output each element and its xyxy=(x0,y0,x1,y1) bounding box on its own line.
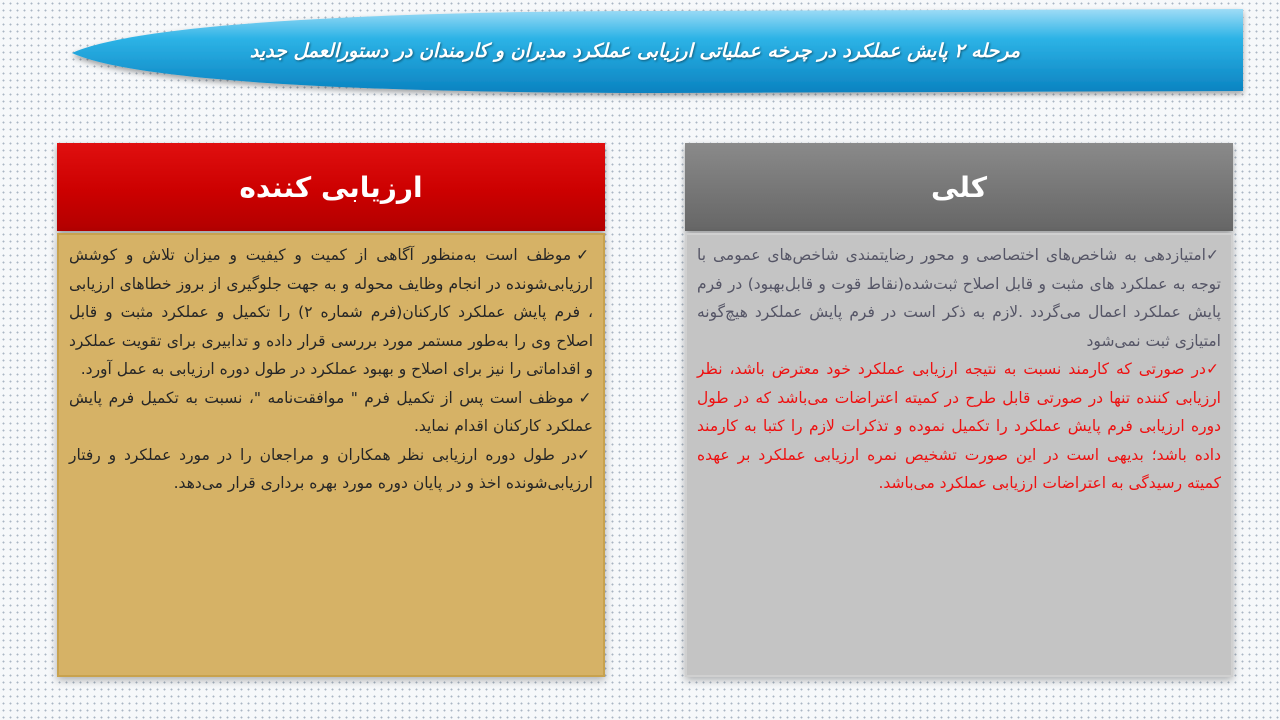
paragraph-text: در طول دوره ارزیابی نظر همکاران و مراجعان را در مورد عملکرد و رفتار ارزیابی‌شونده اخذ و در پایان دوره مورد بهره برداری قرار می‌دهد. xyxy=(69,445,593,492)
paragraph-text: امتیازدهی به شاخص‌های اختصاصی و محور رضایتمندی شاخص‌های عمومی با توجه به عملکرد های مثبت و قابل اصلاح ثبت‌شده(نقاط قوت و قابل‌بهبود) در فرم پایش عملکرد اعمال می‌گردد .لازم به ذکر است در فرم پایش عملکرد هیچ‌گونه امتیازی ثبت نمی‌شود xyxy=(697,246,1221,350)
evaluator-paragraph-3 xyxy=(69,441,593,498)
general-header: کلی xyxy=(685,143,1233,231)
checkmark-icon: ✓ xyxy=(577,445,593,464)
evaluator-panel xyxy=(57,143,605,677)
checkmark-icon: ✓ xyxy=(1205,360,1221,378)
checkmark-icon: ✓ xyxy=(1205,246,1221,264)
evaluator-header: ارزیابی کننده xyxy=(57,143,605,231)
general-panel xyxy=(685,143,1233,677)
paragraph-text: موظف است به‌منظور آگاهی از کمیت و کیفیت و میزان تلاش و کوشش ارزیابی‌شونده در انجام وظایف محوله و به جهت جلوگیری از بروز خطاهای ارزیابی ، فرم پایش عملکرد کارکنان(فرم شماره ۲) را تکمیل و عملکرد مثبت و قابل اصلاح وی را به‌طور مستمر مورد بررسی قرار داده و تدابیری برای تقویت عملکرد و اقداماتی را نیز برای اصلاح و بهبود عملکرد در طول دوره ارزیابی به عمل آورد. xyxy=(69,246,593,378)
page-title: مرحله ۲ پایش عملکرد در چرخه عملیاتی ارزیابی عملکرد مدیران و کارمندان در دستورالعمل جدید xyxy=(249,40,1020,62)
checkmark-icon: ✓ xyxy=(576,246,593,264)
evaluator-body xyxy=(57,233,605,677)
general-paragraph-2 xyxy=(697,355,1221,498)
general-body xyxy=(685,233,1233,677)
evaluator-paragraph-2 xyxy=(69,384,593,441)
paragraph-text: در صورتی که کارمند نسبت به نتیجه ارزیابی عملکرد خود معترض باشد، نظر ارزیابی کننده تنها در صورتی قابل طرح در کمیته اعتراضات می‌باشد که در طول دوره ارزیابی فرم پایش عملکرد را تکمیل نموده و تذکرات لازم را کتبا به کارمند داده باشد؛ بدیهی است در این صورت تشخیص نمره ارزیابی عملکرد بر عهده کمیته رسیدگی به اعتراضات ارزیابی عملکرد می‌باشد. xyxy=(697,360,1221,492)
evaluator-paragraph-1 xyxy=(69,241,593,384)
paragraph-text: موظف است پس از تکمیل فرم " موافقت‌نامه "، نسبت به تکمیل فرم پایش عملکرد کارکنان اقدام نماید. xyxy=(69,388,593,435)
general-paragraph-1 xyxy=(697,241,1221,355)
checkmark-icon: ✓ xyxy=(578,388,593,407)
title-banner xyxy=(0,0,1280,110)
